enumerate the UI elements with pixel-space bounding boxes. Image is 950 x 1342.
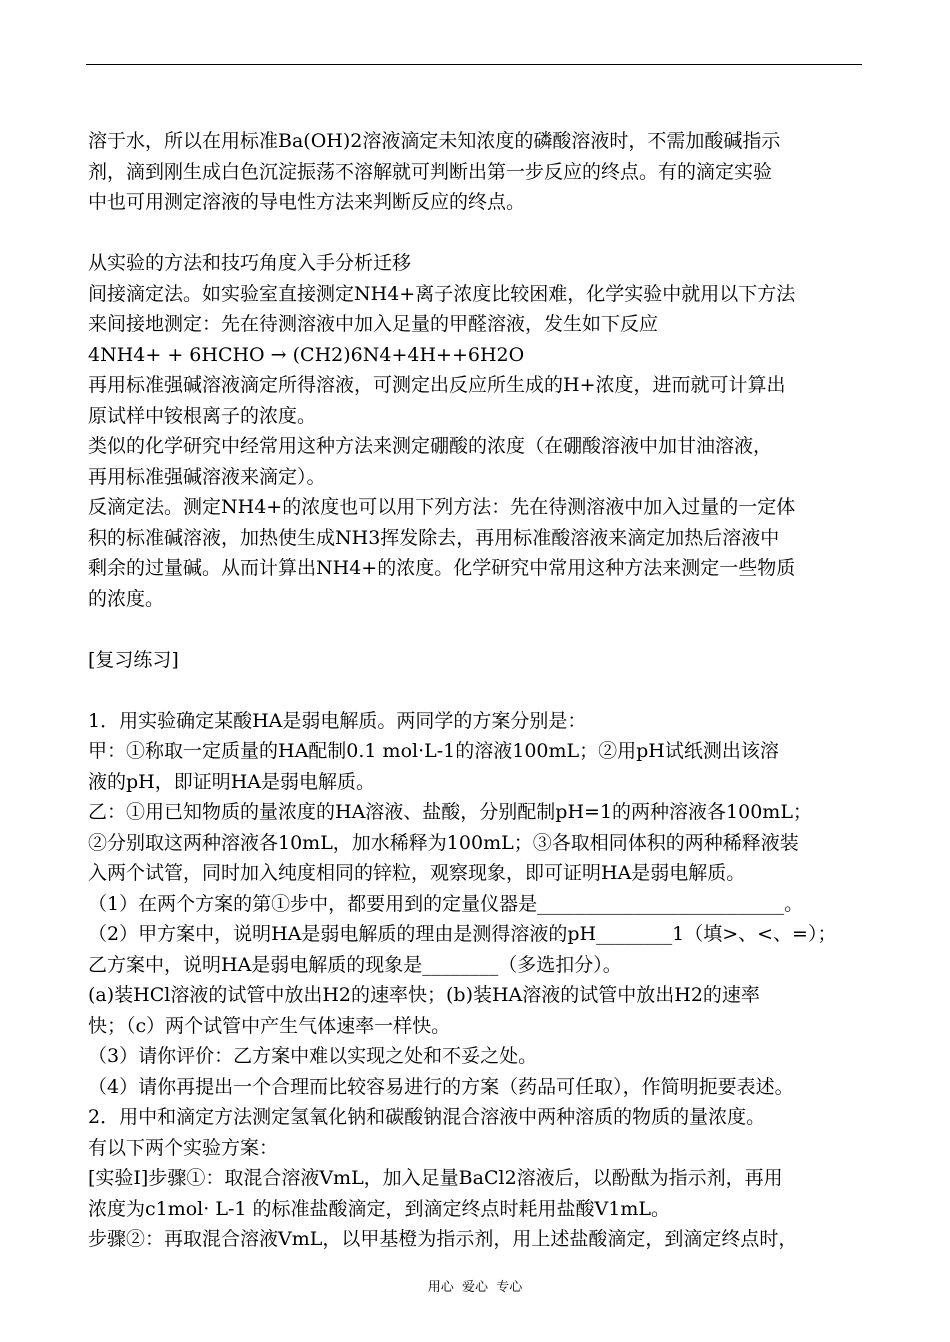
text-line: 溶于水，所以在用标准Ba(OH)2溶液滴定未知浓度的磷酸溶液时，不需加酸碱指示 <box>88 130 781 152</box>
text-line: 乙：①用已知物质的量浓度的HA溶液、盐酸，分别配制pH=1的两种溶液各100mL； <box>88 801 812 823</box>
text-line: 1．用实验确定某酸HA是弱电解质。两同学的方案分别是： <box>88 709 587 732</box>
text-line: [复习练习] <box>88 648 179 671</box>
text-line: 从实验的方法和技巧角度入手分析迁移 <box>88 252 412 274</box>
text-line: 来间接地测定：先在待测溶液中加入足量的甲醛溶液，发生如下反应 <box>88 313 659 335</box>
text-line: (a)装HCl溶液的试管中放出H2的速率快；(b)装HA溶液的试管中放出H2的速率 <box>88 984 760 1006</box>
text-line: （1）在两个方案的第①步中，都要用到的定量仪器是__________________________。 <box>88 892 804 915</box>
text-line: 快；（c）两个试管中产生气体速率一样快。 <box>88 1014 451 1037</box>
text-line: 原试样中铵根离子的浓度。 <box>88 404 317 427</box>
text-line: （3）请你评价：乙方案中难以实现之处和不妥之处。 <box>88 1045 538 1067</box>
text-line: （2）甲方案中，说明HA是弱电解质的理由是测得溶液的pH________1（填>、<、=）； <box>88 923 837 945</box>
text-line: 2．用中和滴定方法测定氢氧化钠和碳酸钠混合溶液中两种溶质的物质的量浓度。 <box>88 1106 766 1128</box>
blank-line <box>88 675 866 706</box>
text-line: 间接滴定法。如实验室直接测定NH4+离子浓度比较困难，化学实验中就用以下方法 <box>88 282 796 305</box>
text-line: 的浓度。 <box>88 587 165 610</box>
text-line: 入两个试管，同时加入纯度相同的锌粒，观察现象，即可证明HA是弱电解质。 <box>88 862 746 884</box>
text-line: 步骤②：再取混合溶液VmL，以甲基橙为指示剂，用上述盐酸滴定，到滴定终点时， <box>88 1228 798 1250</box>
text-line: 液的pH，即证明HA是弱电解质。 <box>88 770 376 793</box>
text-line: 4NH4+ + 6HCHO → (CH2)6N4+4H++6H2O <box>88 343 525 366</box>
text-line: 类似的化学研究中经常用这种方法来测定硼酸的浓度（在硼酸溶液中加甘油溶液， <box>88 435 773 457</box>
text-line: 甲：①称取一定质量的HA配制0.1 mol·L-1的溶液100mL；②用pH试纸测出该溶 <box>88 740 779 762</box>
page-footer: 用心 爱心 专心 <box>427 1280 523 1295</box>
text-line: （4）请你再提出一个合理而比较容易进行的方案（药品可任取），作简明扼要表述。 <box>88 1075 794 1098</box>
text-line: 有以下两个实验方案： <box>88 1136 279 1159</box>
text-line: 再用标准强碱溶液来滴定）。 <box>88 465 326 488</box>
blank-line <box>88 614 866 645</box>
text-line: 积的标准碱溶液，加热使生成NH3挥发除去，再用标准酸溶液来滴定加热后溶液中 <box>88 526 780 549</box>
text-line: 剩余的过量碱。从而计算出NH4+的浓度。化学研究中常用这种方法来测定一些物质 <box>88 557 796 579</box>
document-body <box>88 126 866 1255</box>
header-rule <box>86 64 862 65</box>
text-line: 剂，滴到刚生成白色沉淀振荡不溶解就可判断出第一步反应的终点。有的滴定实验 <box>88 160 773 183</box>
text-line: [实验Ⅰ]步骤①：取混合溶液VmL，加入足量BaCl2溶液后，以酚酞为指示剂，再用 <box>88 1167 783 1189</box>
text-line: 再用标准强碱溶液滴定所得溶液，可测定出反应所生成的H+浓度，进而就可计算出 <box>88 374 786 396</box>
text-line: 乙方案中，说明HA是弱电解质的现象是________（多选扣分）。 <box>88 953 622 976</box>
text-line: 中也可用测定溶液的导电性方法来判断反应的终点。 <box>88 191 526 213</box>
text-line: ②分别取这两种溶液各10mL，加水稀释为100mL；③各取相同体积的两种稀释液装 <box>88 831 799 854</box>
text-line: 浓度为c1mol· L-1 的标准盐酸滴定，到滴定终点时耗用盐酸V1mL。 <box>88 1197 670 1220</box>
text-line: 反滴定法。测定NH4+的浓度也可以用下列方法：先在待测溶液中加入过量的一定体 <box>88 496 796 518</box>
blank-line <box>88 218 866 249</box>
